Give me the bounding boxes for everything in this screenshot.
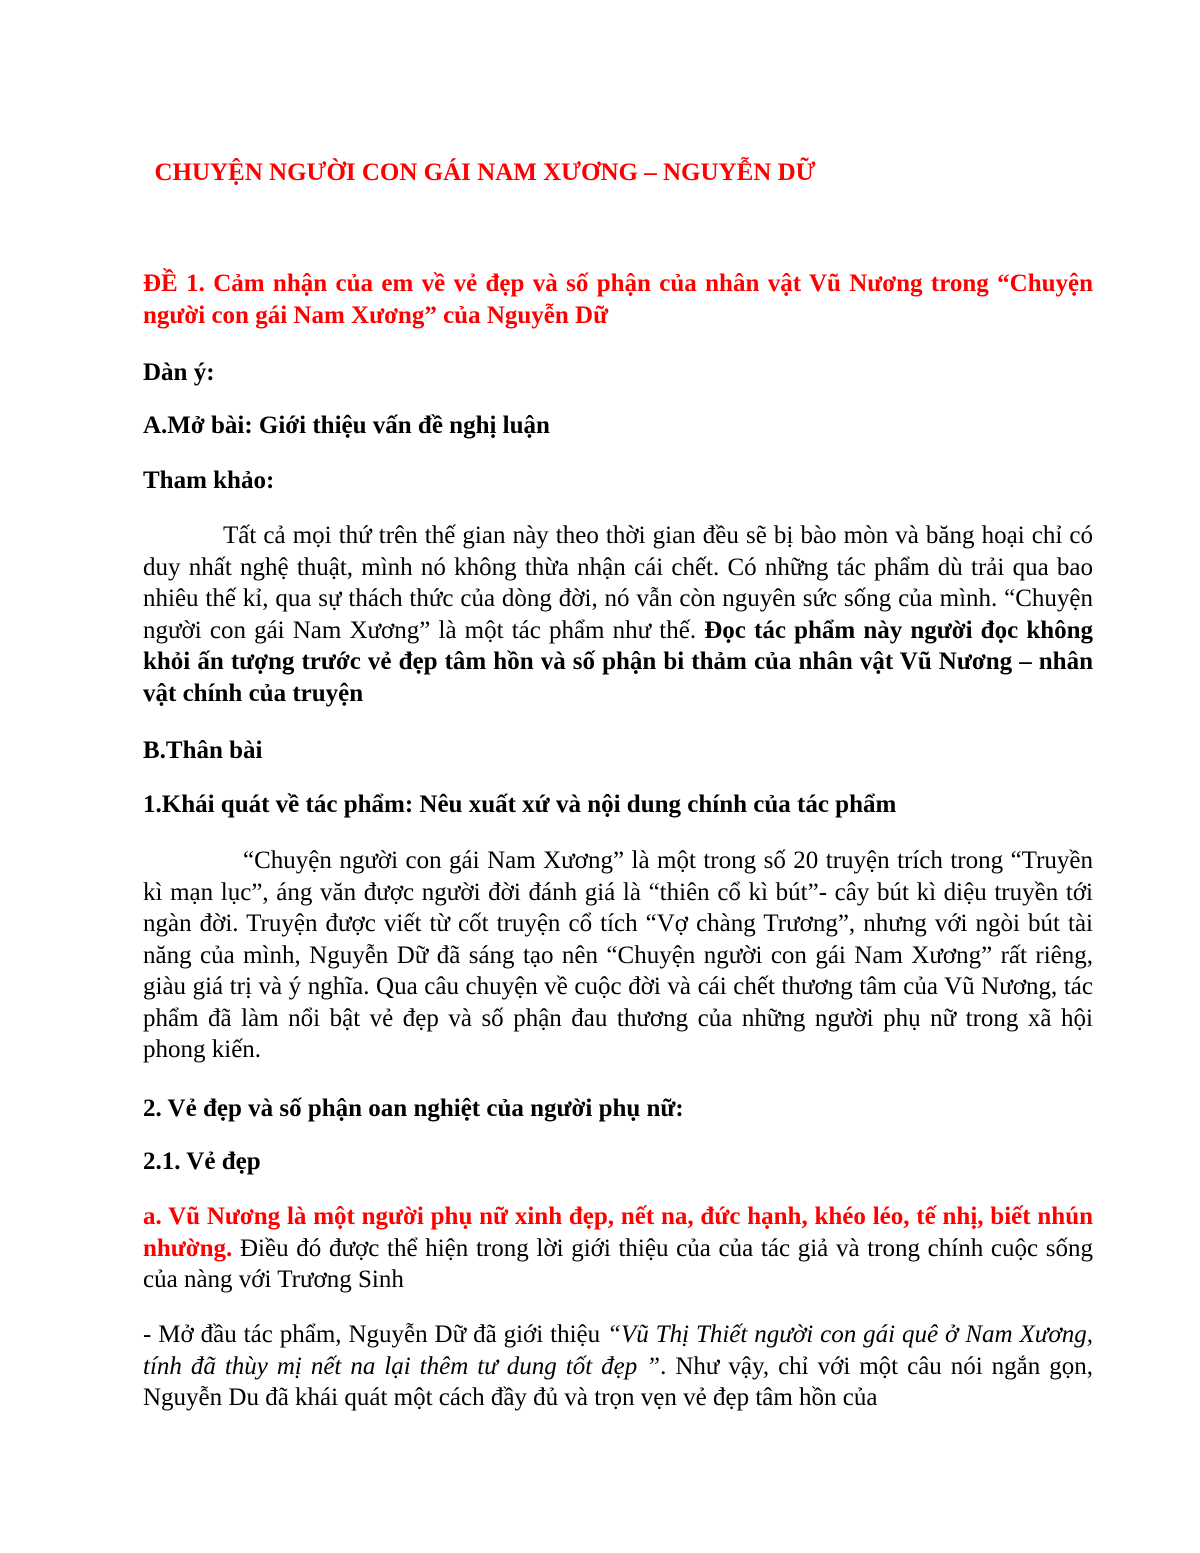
intro-quote-paragraph: [143, 1319, 1093, 1414]
mo-bai-heading: A.Mở bài: Giới thiệu vấn đề nghị luận: [143, 412, 550, 439]
mo-bai-paragraph-text: Tất cả mọi thứ trên thế gian này theo thời gian đều sẽ bị bào mòn và băng hoại chỉ có duy nhất nghệ thuật, mình nó không thừa nhận cái chết. Có những tác phẩm dù trải qua bao nhiêu thế kỉ, qua sự thách thức của dòng đời, nó vẫn còn nguyên sức sống của mình. “Chuyện người con gái Nam Xương” là một tác phẩm như thế.: [143, 522, 1093, 644]
section-2-heading: 2. Vẻ đẹp và số phận oan nghiệt của người phụ nữ:: [143, 1095, 684, 1122]
intro-quote-lead: - Mở đầu tác phẩm, Nguyễn Dữ đã giới thiệu: [143, 1321, 601, 1348]
mo-bai-paragraph-emphasis: Đọc tác phẩm này người đọc không khỏi ấn tượng trước vẻ đẹp tâm hồn và số phận bi thảm của nhân vật Vũ Nương – nhân vật chính của truyện: [143, 616, 1094, 707]
section-2-1-heading: 2.1. Vẻ đẹp: [143, 1148, 261, 1175]
tham-khao-label: Tham khảo:: [143, 467, 275, 494]
intro-quote-tail: . Như vậy, chỉ với một câu nói ngắn gọn, Nguyễn Du đã khái quát một cách đầy đủ và trọn vẹn vẻ đẹp tâm hồn của: [143, 1352, 1093, 1411]
dan-y-label: Dàn ý:: [143, 359, 215, 386]
document-title: CHUYỆN NGƯỜI CON GÁI NAM XƯƠNG – NGUYỄN DỮ: [154, 159, 816, 186]
point-a-text: Điều đó được thể hiện trong lời giới thiệu của của tác giả và trong chính cuộc sống của nàng với Trương Sinh: [143, 1234, 1093, 1293]
section-1-heading: 1.Khái quát về tác phẩm: Nêu xuất xứ và nội dung chính của tác phẩm: [143, 791, 897, 818]
point-a-heading: a. Vũ Nương là một người phụ nữ xinh đẹp, nết na, đức hạnh, khéo léo, tế nhị, biết nhún nhường.: [143, 1203, 1093, 1262]
section-1-paragraph: “Chuyện người con gái Nam Xương” là một trong số 20 truyện trích trong “Truyền kì mạn lục”, áng văn được người đời đánh giá là “thiên cổ kì bút”- cây bút kì diệu truyền tới ngàn đời. Truyện được viết từ cốt truyện cổ tích “Vợ chàng Trương”, nhưng với ngòi bút tài năng của mình, Nguyễn Dữ đã sáng tạo nên “Chuyện người con gái Nam Xương” rất riêng, giàu giá trị và ý nghĩa. Qua câu chuyện về cuộc đời và cái chết thương tâm của Vũ Nương, tác phẩm đã làm nổi bật vẻ đẹp và số phận đau thương của những người phụ nữ trong xã hội phong kiến.: [143, 847, 1093, 1063]
point-a-paragraph: [143, 1201, 1093, 1296]
intro-quote: “Vũ Thị Thiết người con gái quê ở Nam Xương, tính đã thùy mị nết na lại thêm tư dung tốt đẹp ”: [143, 1321, 1093, 1380]
mo-bai-paragraph: [143, 520, 1093, 709]
de1-heading: ĐỀ 1. Cảm nhận của em về vẻ đẹp và số phận của nhân vật Vũ Nương trong “Chuyện người con gái Nam Xương” của Nguyễn Dữ: [143, 270, 1093, 329]
than-bai-heading: B.Thân bài: [143, 737, 263, 764]
